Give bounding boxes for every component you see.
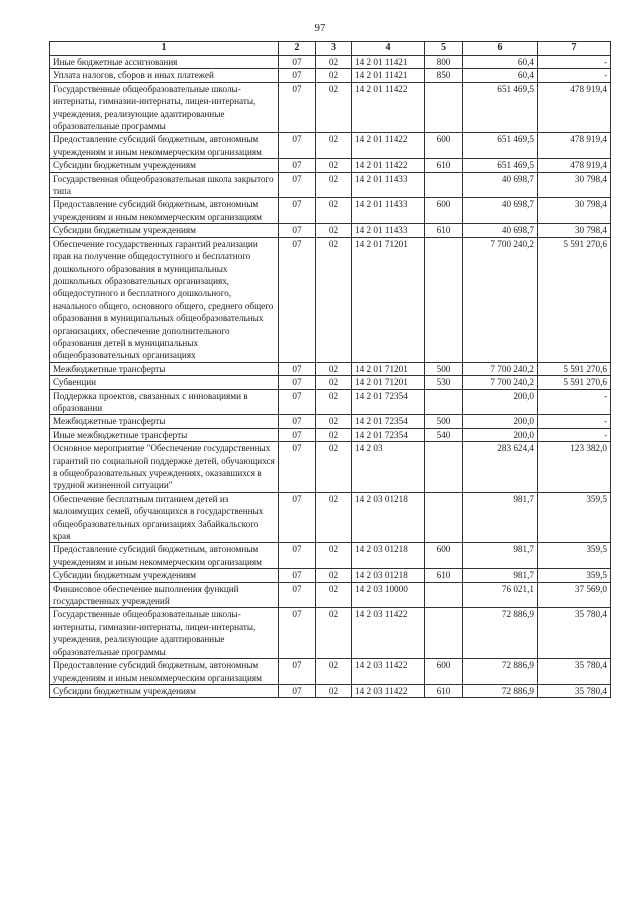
target-article-code: 14 2 03 11422 bbox=[352, 684, 425, 697]
subsection-code: 02 bbox=[316, 684, 352, 697]
amount-col-6: 200,0 bbox=[463, 389, 538, 415]
amount-col-7: - bbox=[538, 389, 611, 415]
budget-table bbox=[49, 41, 611, 698]
amount-col-6: 40 698,7 bbox=[463, 224, 538, 237]
section-code: 07 bbox=[279, 684, 316, 697]
row-description: Государственные общеобразовательные школы-интернаты, гимназии-интернаты, лицеи-интернаты, учреждения, реализующие адаптированные образовательные программы bbox=[50, 608, 279, 659]
table-row bbox=[50, 659, 611, 685]
row-description: Основное мероприятие "Обеспечение государственных гарантий по социальной поддержке детей, обучающихся в общеобразовательных учреждениях, оказавшихся в трудной жизненной ситуации" bbox=[50, 442, 279, 493]
amount-col-6: 76 021,1 bbox=[463, 582, 538, 608]
table-row bbox=[50, 198, 611, 224]
section-code: 07 bbox=[279, 415, 316, 428]
expense-type-code bbox=[425, 82, 463, 133]
target-article-code: 14 2 01 11422 bbox=[352, 159, 425, 172]
amount-col-6: 981,7 bbox=[463, 543, 538, 569]
expense-type-code bbox=[425, 608, 463, 659]
table-row bbox=[50, 172, 611, 198]
section-code: 07 bbox=[279, 376, 316, 389]
section-code: 07 bbox=[279, 82, 316, 133]
subsection-code: 02 bbox=[316, 582, 352, 608]
amount-col-6: 200,0 bbox=[463, 428, 538, 441]
table-row bbox=[50, 376, 611, 389]
section-code: 07 bbox=[279, 582, 316, 608]
row-description: Государственная общеобразовательная школа закрытого типа bbox=[50, 172, 279, 198]
amount-col-6: 72 886,9 bbox=[463, 659, 538, 685]
subsection-code: 02 bbox=[316, 608, 352, 659]
row-description: Финансовое обеспечение выполнения функций государственных учреждений bbox=[50, 582, 279, 608]
col-header-6: 6 bbox=[463, 42, 538, 56]
table-row bbox=[50, 442, 611, 493]
target-article-code: 14 2 01 72354 bbox=[352, 415, 425, 428]
expense-type-code bbox=[425, 172, 463, 198]
row-description: Предоставление субсидий бюджетным, автономным учреждениям и иным некоммерческим организациям bbox=[50, 133, 279, 159]
subsection-code: 02 bbox=[316, 224, 352, 237]
section-code: 07 bbox=[279, 543, 316, 569]
amount-col-6: 72 886,9 bbox=[463, 608, 538, 659]
subsection-code: 02 bbox=[316, 376, 352, 389]
expense-type-code: 600 bbox=[425, 543, 463, 569]
col-header-5: 5 bbox=[425, 42, 463, 56]
amount-col-7: 30 798,4 bbox=[538, 198, 611, 224]
target-article-code: 14 2 03 01218 bbox=[352, 543, 425, 569]
row-description: Межбюджетные трансферты bbox=[50, 362, 279, 375]
col-header-4: 4 bbox=[352, 42, 425, 56]
table-row bbox=[50, 684, 611, 697]
table-row bbox=[50, 428, 611, 441]
amount-col-6: 60,4 bbox=[463, 56, 538, 69]
subsection-code: 02 bbox=[316, 659, 352, 685]
amount-col-6: 7 700 240,2 bbox=[463, 237, 538, 362]
amount-col-6: 40 698,7 bbox=[463, 172, 538, 198]
target-article-code: 14 2 03 11422 bbox=[352, 659, 425, 685]
amount-col-7: 30 798,4 bbox=[538, 224, 611, 237]
target-article-code: 14 2 03 bbox=[352, 442, 425, 493]
col-header-3: 3 bbox=[316, 42, 352, 56]
amount-col-6: 981,7 bbox=[463, 569, 538, 582]
table-row bbox=[50, 82, 611, 133]
amount-col-7: 30 798,4 bbox=[538, 172, 611, 198]
amount-col-7: - bbox=[538, 428, 611, 441]
amount-col-7: 478 919,4 bbox=[538, 133, 611, 159]
target-article-code: 14 2 01 71201 bbox=[352, 362, 425, 375]
target-article-code: 14 2 01 72354 bbox=[352, 389, 425, 415]
amount-col-6: 200,0 bbox=[463, 415, 538, 428]
row-description: Межбюджетные трансферты bbox=[50, 415, 279, 428]
row-description: Поддержка проектов, связанных с инновациями в образовании bbox=[50, 389, 279, 415]
section-code: 07 bbox=[279, 492, 316, 543]
amount-col-6: 7 700 240,2 bbox=[463, 362, 538, 375]
amount-col-6: 7 700 240,2 bbox=[463, 376, 538, 389]
table-row bbox=[50, 582, 611, 608]
amount-col-6: 40 698,7 bbox=[463, 198, 538, 224]
amount-col-6: 651 469,5 bbox=[463, 133, 538, 159]
subsection-code: 02 bbox=[316, 69, 352, 82]
row-description: Иные бюджетные ассигнования bbox=[50, 56, 279, 69]
target-article-code: 14 2 01 11422 bbox=[352, 82, 425, 133]
section-code: 07 bbox=[279, 69, 316, 82]
table-row bbox=[50, 608, 611, 659]
expense-type-code: 610 bbox=[425, 224, 463, 237]
row-description: Субсидии бюджетным учреждениям bbox=[50, 159, 279, 172]
section-code: 07 bbox=[279, 133, 316, 159]
expense-type-code: 600 bbox=[425, 198, 463, 224]
section-code: 07 bbox=[279, 362, 316, 375]
target-article-code: 14 2 01 11433 bbox=[352, 224, 425, 237]
table-row bbox=[50, 237, 611, 362]
table-row bbox=[50, 133, 611, 159]
amount-col-7: - bbox=[538, 56, 611, 69]
subsection-code: 02 bbox=[316, 492, 352, 543]
amount-col-7: - bbox=[538, 415, 611, 428]
amount-col-7: 123 382,0 bbox=[538, 442, 611, 493]
target-article-code: 14 2 03 01218 bbox=[352, 492, 425, 543]
expense-type-code bbox=[425, 389, 463, 415]
expense-type-code bbox=[425, 442, 463, 493]
row-description: Государственные общеобразовательные школы-интернаты, гимназии-интернаты, лицеи-интернаты, учреждения, реализующие адаптированные образовательные программы bbox=[50, 82, 279, 133]
row-description: Предоставление субсидий бюджетным, автономным учреждениям и иным некоммерческим организациям bbox=[50, 659, 279, 685]
amount-col-7: 359,5 bbox=[538, 569, 611, 582]
table-row bbox=[50, 389, 611, 415]
expense-type-code: 610 bbox=[425, 159, 463, 172]
amount-col-7: 35 780,4 bbox=[538, 659, 611, 685]
expense-type-code: 500 bbox=[425, 415, 463, 428]
table-row bbox=[50, 224, 611, 237]
subsection-code: 02 bbox=[316, 362, 352, 375]
subsection-code: 02 bbox=[316, 237, 352, 362]
amount-col-6: 651 469,5 bbox=[463, 82, 538, 133]
expense-type-code: 610 bbox=[425, 569, 463, 582]
subsection-code: 02 bbox=[316, 172, 352, 198]
table-row bbox=[50, 569, 611, 582]
section-code: 07 bbox=[279, 56, 316, 69]
row-description: Субвенции bbox=[50, 376, 279, 389]
target-article-code: 14 2 03 11422 bbox=[352, 608, 425, 659]
row-description: Предоставление субсидий бюджетным, автономным учреждениям и иным некоммерческим организациям bbox=[50, 198, 279, 224]
section-code: 07 bbox=[279, 237, 316, 362]
subsection-code: 02 bbox=[316, 569, 352, 582]
row-description: Уплата налогов, сборов и иных платежей bbox=[50, 69, 279, 82]
amount-col-6: 72 886,9 bbox=[463, 684, 538, 697]
section-code: 07 bbox=[279, 569, 316, 582]
target-article-code: 14 2 01 72354 bbox=[352, 428, 425, 441]
table-row bbox=[50, 492, 611, 543]
expense-type-code: 530 bbox=[425, 376, 463, 389]
amount-col-6: 60,4 bbox=[463, 69, 538, 82]
target-article-code: 14 2 03 01218 bbox=[352, 569, 425, 582]
section-code: 07 bbox=[279, 428, 316, 441]
amount-col-7: 5 591 270,6 bbox=[538, 237, 611, 362]
section-code: 07 bbox=[279, 159, 316, 172]
subsection-code: 02 bbox=[316, 428, 352, 441]
amount-col-6: 981,7 bbox=[463, 492, 538, 543]
subsection-code: 02 bbox=[316, 543, 352, 569]
expense-type-code: 600 bbox=[425, 133, 463, 159]
target-article-code: 14 2 01 11421 bbox=[352, 56, 425, 69]
target-article-code: 14 2 01 71201 bbox=[352, 237, 425, 362]
amount-col-7: 359,5 bbox=[538, 543, 611, 569]
subsection-code: 02 bbox=[316, 415, 352, 428]
amount-col-7: 478 919,4 bbox=[538, 159, 611, 172]
expense-type-code: 610 bbox=[425, 684, 463, 697]
col-header-1: 1 bbox=[50, 42, 279, 56]
amount-col-7: 359,5 bbox=[538, 492, 611, 543]
col-header-2: 2 bbox=[279, 42, 316, 56]
row-description: Субсидии бюджетным учреждениям bbox=[50, 684, 279, 697]
amount-col-6: 283 624,4 bbox=[463, 442, 538, 493]
row-description: Предоставление субсидий бюджетным, автономным учреждениям и иным некоммерческим организациям bbox=[50, 543, 279, 569]
amount-col-7: 35 780,4 bbox=[538, 684, 611, 697]
table-row bbox=[50, 56, 611, 69]
subsection-code: 02 bbox=[316, 133, 352, 159]
expense-type-code: 850 bbox=[425, 69, 463, 82]
target-article-code: 14 2 01 11433 bbox=[352, 198, 425, 224]
amount-col-7: - bbox=[538, 69, 611, 82]
table-row bbox=[50, 69, 611, 82]
table-body bbox=[50, 56, 611, 698]
amount-col-7: 35 780,4 bbox=[538, 608, 611, 659]
subsection-code: 02 bbox=[316, 442, 352, 493]
table-row bbox=[50, 543, 611, 569]
row-description: Обеспечение бесплатным питанием детей из малоимущих семей, обучающихся в государственных общеобразовательных организациях Забайкальского края bbox=[50, 492, 279, 543]
section-code: 07 bbox=[279, 608, 316, 659]
amount-col-7: 478 919,4 bbox=[538, 82, 611, 133]
section-code: 07 bbox=[279, 198, 316, 224]
amount-col-7: 37 569,0 bbox=[538, 582, 611, 608]
expense-type-code bbox=[425, 492, 463, 543]
table-row bbox=[50, 362, 611, 375]
section-code: 07 bbox=[279, 442, 316, 493]
row-description: Иные межбюджетные трансферты bbox=[50, 428, 279, 441]
subsection-code: 02 bbox=[316, 159, 352, 172]
expense-type-code bbox=[425, 582, 463, 608]
amount-col-6: 651 469,5 bbox=[463, 159, 538, 172]
subsection-code: 02 bbox=[316, 82, 352, 133]
row-description: Субсидии бюджетным учреждениям bbox=[50, 569, 279, 582]
row-description: Обеспечение государственных гарантий реализации прав на получение общедоступного и бесплатного дошкольного образования в муниципальных дошкольных образовательных организациях, общедоступного и бесплатного дошкольного, начального общего, основного общего, среднего общего образования в муниципальных общеобразовательных организациях, обеспечение дополнительного образования детей в муниципальных общеобразовательных организациях bbox=[50, 237, 279, 362]
expense-type-code: 600 bbox=[425, 659, 463, 685]
target-article-code: 14 2 01 11433 bbox=[352, 172, 425, 198]
subsection-code: 02 bbox=[316, 389, 352, 415]
section-code: 07 bbox=[279, 389, 316, 415]
row-description: Субсидии бюджетным учреждениям bbox=[50, 224, 279, 237]
amount-col-7: 5 591 270,6 bbox=[538, 376, 611, 389]
section-code: 07 bbox=[279, 172, 316, 198]
section-code: 07 bbox=[279, 659, 316, 685]
header-row bbox=[50, 42, 611, 56]
table-row bbox=[50, 415, 611, 428]
target-article-code: 14 2 01 71201 bbox=[352, 376, 425, 389]
target-article-code: 14 2 01 11421 bbox=[352, 69, 425, 82]
section-code: 07 bbox=[279, 224, 316, 237]
subsection-code: 02 bbox=[316, 56, 352, 69]
amount-col-7: 5 591 270,6 bbox=[538, 362, 611, 375]
expense-type-code: 540 bbox=[425, 428, 463, 441]
expense-type-code: 800 bbox=[425, 56, 463, 69]
col-header-7: 7 bbox=[538, 42, 611, 56]
expense-type-code: 500 bbox=[425, 362, 463, 375]
target-article-code: 14 2 03 10000 bbox=[352, 582, 425, 608]
target-article-code: 14 2 01 11422 bbox=[352, 133, 425, 159]
subsection-code: 02 bbox=[316, 198, 352, 224]
expense-type-code bbox=[425, 237, 463, 362]
page-number: 97 bbox=[314, 22, 326, 34]
table-row bbox=[50, 159, 611, 172]
